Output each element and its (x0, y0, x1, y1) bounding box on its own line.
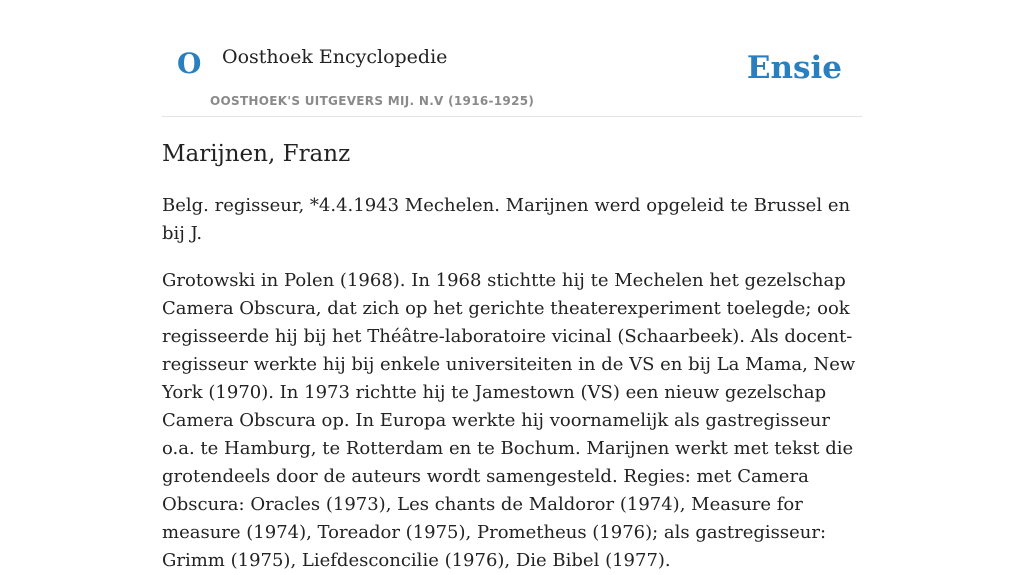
ensie-logo-link[interactable]: Ensie (746, 50, 842, 86)
source-title-link[interactable]: Oosthoek Encyclopedie (222, 46, 448, 68)
entry-title: Marijnen, Franz (162, 141, 351, 167)
site-header (162, 0, 862, 117)
content-container (162, 0, 862, 575)
source-subtitle: OOSTHOEK'S UITGEVERS MIJ. N.V (1916-1925) (210, 94, 535, 108)
source-logo-icon[interactable]: O (177, 47, 202, 80)
entry-paragraph-2: Grotowski in Polen (1968). In 1968 stichtte hij te Mechelen het gezelschap Camera Obscura, dat zich op het gerichte theaterexperiment toelegde; ook regisseerde hij bij het Théâtre-laboratoire vicinal (Schaarbeek). Als docent-regisseur werkte hij bij enkele universiteiten in de VS en bij La Mama, New York (1970). In 1973 richtte hij te Jamestown (VS) een nieuw gezelschap Camera Obscura op. In Europa werkte hij voornamelijk als gastregisseur o.a. te Hamburg, te Rotterdam en te Bochum. Marijnen werkt met tekst die grotendeels door de auteurs wordt samengesteld. Regies: met Camera Obscura: Oracles (1973), Les chants de Maldoror (1974), Measure for measure (1974), Toreador (1975), Prometheus (1976); als gastregisseur: Grimm (1975), Liefdesconcilie (1976), Die Bibel (1977). (162, 269, 856, 571)
entry-paragraph-1: Belg. regisseur, *4.4.1943 Mechelen. Marijnen werd opgeleid te Brussel en bij J. (162, 194, 851, 244)
